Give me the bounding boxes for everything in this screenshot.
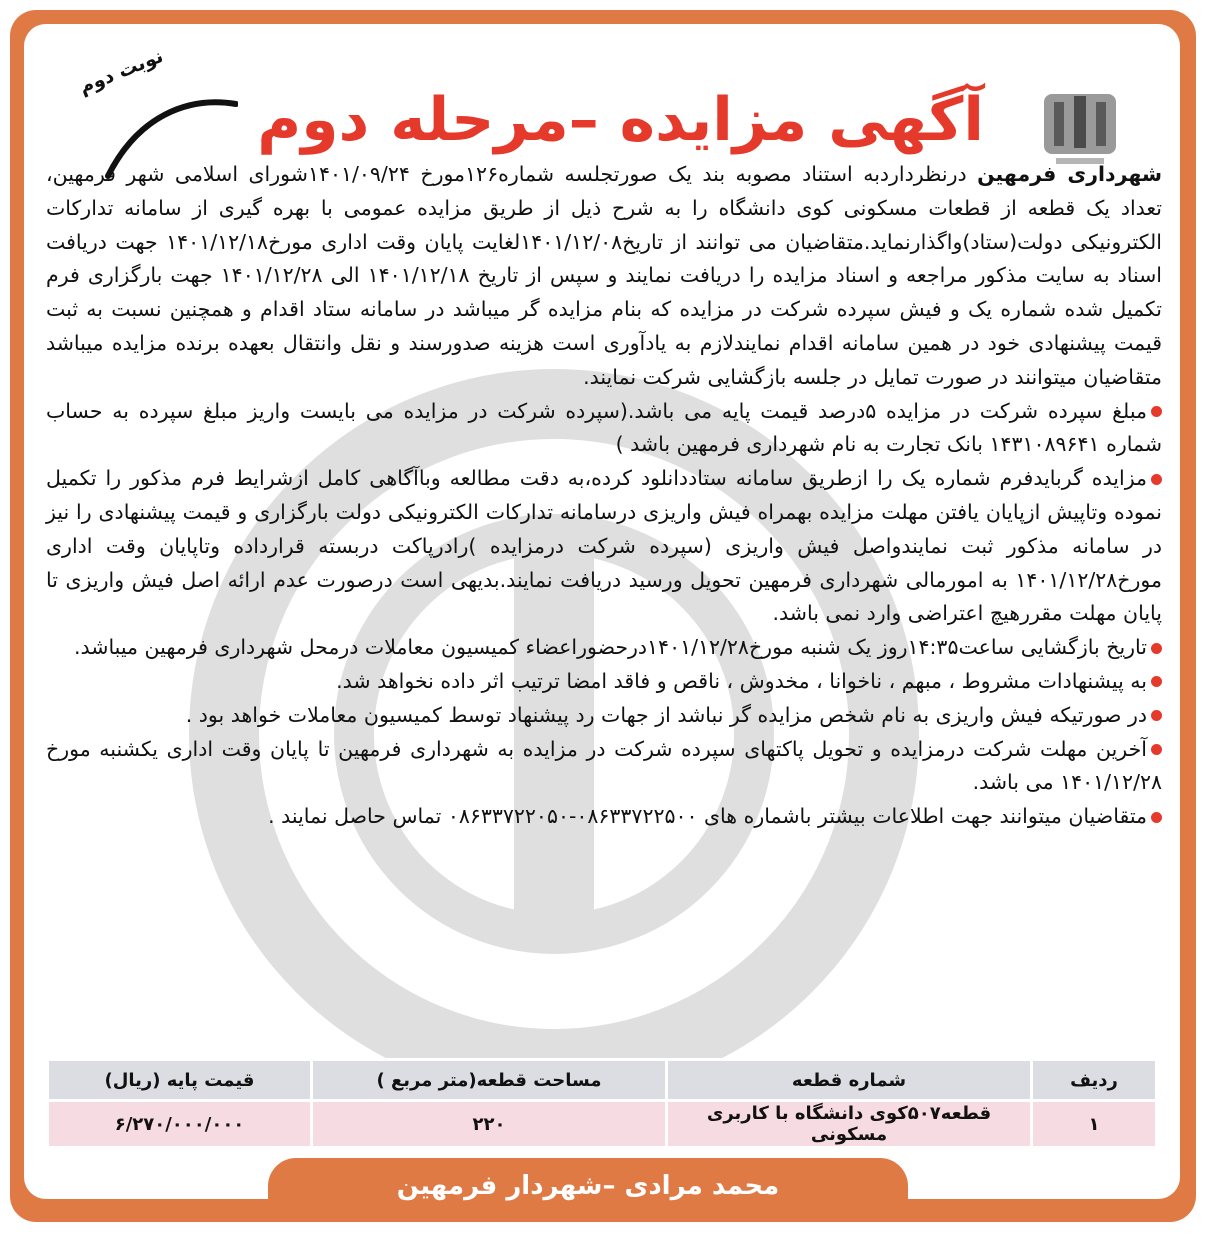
- intro-text: درنظرداردبه استناد مصوبه بند یک صورتجلسه شماره۱۲۶مورخ ۱۴۰۱/۰۹/۲۴شورای اسلامی شهر فرمهین، تعداد یک قطعه از قطعات مسکونی کوی دانشگاه را به شرح ذیل از طریق مزایده عمومی با بهره گیری از سامانه تدارکات الکترونیکی دولت(ستاد)واگذارنماید.متقاضیان می توانند از تاریخ۱۴۰۱/۱۲/۰۸لغایت پایان وقت اداری مورخ۱۴۰۱/۱۲/۱۸ جهت دریافت اسناد به سایت مذکور مراجعه و اسناد مزایده را دریافت نمایند و سپس از تاریخ ۱۴۰۱/۱۲/۱۸ الی ۱۴۰۱/۱۲/۲۸ جهت بارگزاری فرم تکمیل شده شماره یک و فیش سپرده شرکت در مزایده که بنام مزایده گر میباشد در سامانه ستاد اقدام و همچنین نسبت به ثبت قیمت پیشنهادی خود در همین سامانه اقدام نمایندلازم به یادآوری است هزینه صدورسند و نقل وانتقال بعهده برنده مزایده میباشد متقاضیان میتوانند در صورت تمایل در جلسه بازگشایی شرکت نمایند.: [46, 162, 1163, 389]
- cell-area: ۲۲۰: [312, 1101, 667, 1148]
- bullet-item: تاریخ بازگشایی ساعت۱۴:۳۵روز یک شنبه مورخ۱۴۰۱/۱۲/۲۸درحضوراعضاء کمیسیون معاملات درمحل شهرداری فرمهین میباشد.: [46, 631, 1162, 665]
- bullet-item: به پیشنهادات مشروط ، مبهم ، ناخوانا ، مخدوش ، ناقص و فاقد امضا ترتیب اثر داده نخواهد شد.: [46, 665, 1162, 699]
- bullet-item: آخرین مهلت شرکت درمزایده و تحویل پاکتهای سپرده شرکت در مزایده به شهرداری فرمهین تا پایان وقت اداری یکشنبه مورخ ۱۴۰۱/۱۲/۲۸ می باشد.: [46, 736, 1162, 795]
- bullet-dot-icon: [1151, 643, 1162, 654]
- bullet-dot-icon: [1151, 744, 1162, 755]
- bullet-item: مبلغ سپرده شرکت در مزایده ۵درصد قیمت پایه می باشد.(سپرده شرکت در مزایده می بایست واریز مبلغ سپرده به حساب شماره ۱۴۳۱۰۸۹۶۴۱ بانک تجارت به نام شهرداری فرمهین باشد ): [46, 398, 1162, 457]
- bullet-dot-icon: [1151, 812, 1162, 823]
- intro-paragraph: [46, 158, 1162, 395]
- cell-plot: قطعه۵۰۷کوی دانشگاه با کاربری مسکونی: [667, 1101, 1032, 1148]
- lead-org: شهرداری فرمهین: [977, 162, 1163, 186]
- bullet-item: مزایده گربایدفرم شماره یک را ازطریق سامانه ستاددانلود کرده،به دقت مطالعه وباآگاهی کامل ازشرایط فرم مذکور را تکمیل نموده وتاپیش ازپایان یافتن مهلت مزایده بهمراه فیش واریزی درسامانه تدارکات الکترونیکی دولت بارگزاری و قیمت پیشنهادی را نیز در سامانه مذکور ثبت نمایندواصل فیش واریزی (سپرده شرکت درمزایده )رادرپاکت دربسته قرارداده وتاپایان وقت اداری مورخ۱۴۰۱/۱۲/۲۸ به امورمالی شهرداری فرمهین تحویل ورسید دریافت نمایند.بدیهی است درصورت عدم ارائه اصل فیش واریزی تا پایان مهلت مقررهیچ اعتراضی وارد نمی باشد.: [46, 466, 1162, 626]
- notice-title: آگهی مزایده –مرحله دوم: [257, 85, 984, 155]
- col-header-plot: شماره قطعه: [667, 1060, 1032, 1101]
- table-row: [48, 1101, 1157, 1148]
- col-header-price: قیمت پایه (ریال): [48, 1060, 312, 1101]
- bullet-dot-icon: [1151, 406, 1162, 417]
- bullet-dot-icon: [1151, 710, 1162, 721]
- table-header-row: [48, 1060, 1157, 1101]
- bullet-item: متقاضیان میتوانند جهت اطلاعات بیشتر باشماره های ۰۸۶۳۳۷۲۲۵۰۰-۰۸۶۳۳۷۲۲۰۵۰ تماس حاصل نمایند .: [46, 800, 1162, 834]
- cell-row-number: ۱: [1032, 1101, 1157, 1148]
- notice-body: [46, 158, 1162, 834]
- cell-price: ۶/۲۷۰/۰۰۰/۰۰۰: [48, 1101, 312, 1148]
- col-header-area: مساحت قطعه(متر مربع ): [312, 1060, 667, 1101]
- bullet-item: در صورتیکه فیش واریزی به نام شخص مزایده گر نباشد از جهات رد پیشنهاد توسط کمیسیون معاملات خواهد بود .: [46, 699, 1162, 733]
- col-header-row-number: ردیف: [1032, 1060, 1157, 1101]
- bullet-dot-icon: [1151, 474, 1162, 485]
- signature-footer: محمد مرادی –شهردار فرمهین: [268, 1158, 908, 1214]
- round-label: نوبت دوم: [76, 44, 167, 99]
- plots-table: [46, 1058, 1158, 1149]
- bullet-dot-icon: [1151, 676, 1162, 687]
